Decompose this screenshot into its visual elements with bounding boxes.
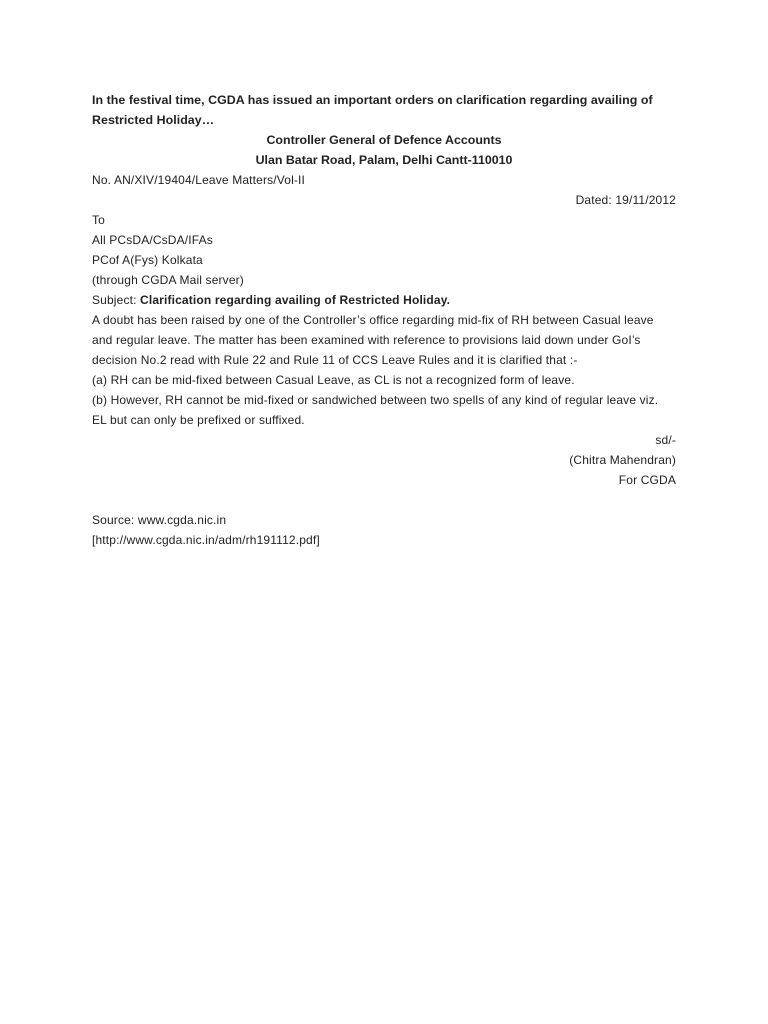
point-a: (a) RH can be mid-fixed between Casual Leave, as CL is not a recognized form of leave. <box>92 373 575 387</box>
recipient-line-1: All PCsDA/CsDA/IFAs <box>92 233 213 247</box>
subject-label: Subject: <box>92 293 137 307</box>
reference-number: No. AN/XIV/19404/Leave Matters/Vol-II <box>92 173 305 187</box>
subject-text: Clarification regarding availing of Restricted Holiday. <box>140 293 451 307</box>
document-page <box>92 90 676 550</box>
body-paragraph: A doubt has been raised by one of the Controller’s office regarding mid-fix of RH between Casual leave and regular leave. The matter has been examined with reference to provisions laid down under GoI’s decision No.2 read with Rule 22 and Rule 11 of CCS Leave Rules and it is clarified that :- <box>92 313 654 367</box>
subject-line <box>92 290 676 310</box>
recipient-line-2: PCof A(Fys) Kolkata <box>92 253 203 267</box>
org-address: Ulan Batar Road, Palam, Delhi Cantt-110010 <box>255 153 513 167</box>
signature-sd: sd/- <box>655 433 676 447</box>
spacer <box>92 490 676 510</box>
source-line: Source: www.cgda.nic.in <box>92 513 227 527</box>
signatory-name: (Chitra Mahendran) <box>569 453 676 467</box>
point-b: (b) However, RH cannot be mid-fixed or sandwiched between two spells of any kind of regular leave viz. EL but can only be prefixed or suffixed. <box>92 393 659 427</box>
signatory-for: For CGDA <box>618 473 676 487</box>
intro-heading: In the festival time, CGDA has issued an important orders on clarification regarding availing of Restricted Holiday… <box>92 93 653 127</box>
org-name: Controller General of Defence Accounts <box>266 133 502 147</box>
to-label: To <box>92 213 105 227</box>
source-url: [http://www.cgda.nic.in/adm/rh191112.pdf] <box>92 533 320 547</box>
recipient-line-3: (through CGDA Mail server) <box>92 273 244 287</box>
date-line: Dated: 19/11/2012 <box>575 193 676 207</box>
